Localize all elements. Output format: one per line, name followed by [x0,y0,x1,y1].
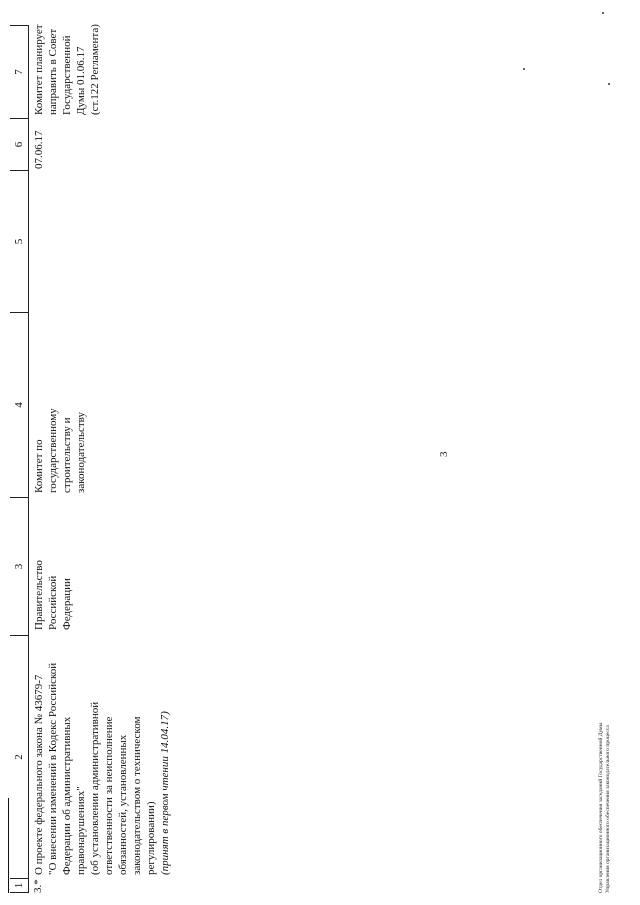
header-col-5: 5 [10,171,28,313]
header-col-7: 7 [10,25,28,119]
initiator-line: Правительство [33,560,45,630]
footer-line: Управления организационного обеспечения законодательного процесса [605,725,611,893]
header-col-2: 2 [10,636,28,879]
bill-line: ответственности за неисполнение [103,716,115,875]
footer-line: Отдел организационного обеспечения заседаний Государственной Думы [598,722,604,893]
committee-line: строительству и [61,417,73,493]
bill-description [32,663,172,875]
bill-reading-note: (принят в первом чтении 14.04.17) [159,711,171,875]
header-col-6: 6 [10,119,28,171]
bill-line: законодательством о техническом [131,716,143,875]
remark-line: (ст.122 Регламента) [89,24,101,115]
bill-line: "О внесении изменений в Кодекс Российской [47,662,59,875]
scan-speck [602,12,604,14]
remark-line: Думы 01.06.17 [75,46,87,115]
bill-line: обязанностей, установленных [117,734,129,875]
row-number: 3.* [32,879,44,893]
initiator-line: Российской [47,575,59,630]
review-date: 07.06.17 [33,130,45,169]
responsible-committee [32,408,88,493]
bill-line: регулировании) [145,801,157,875]
scan-speck [608,83,610,85]
table-header-row [10,25,29,893]
committee-line: государственному [47,408,59,493]
bill-initiator [32,560,74,630]
bill-line: (об установлении административной [89,701,101,875]
bill-line: правонарушениях" [75,786,87,875]
bill-line: Федерации об административных [61,716,73,875]
header-col-4: 4 [10,313,28,498]
header-col-1: 1 [10,879,28,893]
header-col-3: 3 [10,498,28,636]
committee-line: Комитет по [33,439,45,493]
scan-speck [523,68,525,70]
committee-line: законодательству [75,412,87,493]
bill-title: О проекте федерального закона № 43679-7 [33,674,45,875]
remark-line: Государственной [61,35,73,115]
remark [32,24,102,115]
footer-department [598,723,612,893]
initiator-line: Федерации [61,578,73,630]
remark-line: Комитет планирует [33,24,45,115]
page-number: 3 [438,451,450,457]
remark-line: направить в Совет [47,28,59,115]
